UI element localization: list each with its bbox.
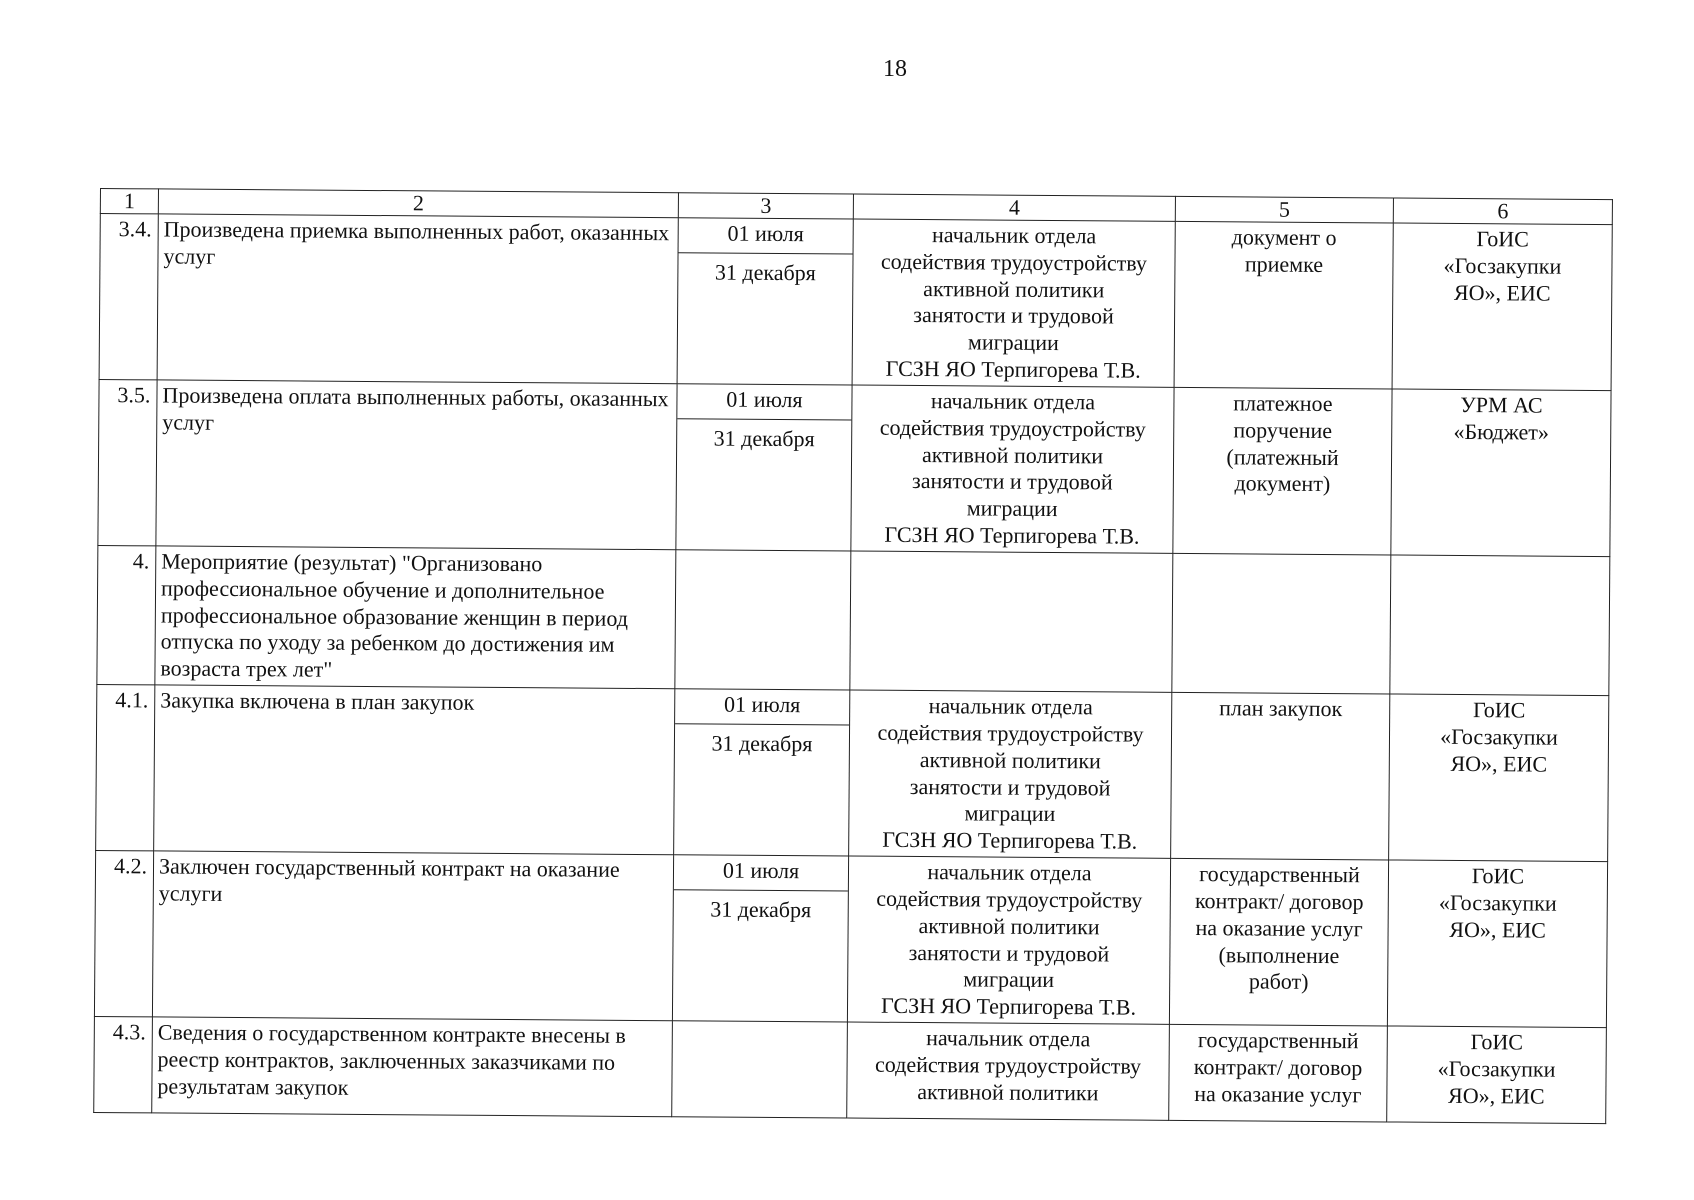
document-line: контракт/ договор <box>1194 887 1364 915</box>
end-date: 31 декабря <box>713 425 815 452</box>
row-dates <box>675 550 851 690</box>
row-system <box>1392 223 1612 391</box>
document-line: работ) <box>1248 968 1309 995</box>
responsible-line: содействия трудоустройству <box>880 248 1148 276</box>
system-line: ГоИС <box>1470 1029 1524 1055</box>
responsible-line: активной политики <box>917 1078 1099 1106</box>
system-line: ГоИС <box>1476 226 1529 252</box>
table-row <box>94 1016 1607 1123</box>
responsible-line: начальник отдела <box>927 859 1092 886</box>
system-line: «Госзакупки <box>1437 1055 1556 1082</box>
responsible-line: начальник отдела <box>928 693 1093 720</box>
document-line: платежное <box>1233 390 1333 417</box>
row-system <box>1387 860 1607 1028</box>
plan-table <box>93 188 1613 1124</box>
row-number: 4. <box>97 545 156 685</box>
end-date: 31 декабря <box>711 730 813 757</box>
row-description: Произведена приемка выполненных работ, оказанных услуг <box>157 214 678 384</box>
responsible-line: ГСЗН ЯО Терпигорева Т.В. <box>884 521 1140 549</box>
responsible-line: занятости и трудовой <box>912 468 1113 495</box>
system-line: УРМ АС <box>1460 391 1543 418</box>
start-date: 01 июля <box>677 384 851 420</box>
document-line: приемке <box>1244 251 1324 277</box>
document-line: план закупок <box>1219 695 1343 722</box>
document-line: государственный <box>1197 1027 1359 1054</box>
row-responsible <box>850 551 1173 692</box>
system-line: ЯО», ЕИС <box>1449 916 1546 943</box>
document-line: документ) <box>1234 470 1331 497</box>
responsible-line: активной политики <box>919 746 1101 774</box>
row-responsible <box>847 1022 1170 1120</box>
table-row <box>97 545 1610 695</box>
document-line: государственный <box>1199 861 1360 888</box>
end-date: 31 декабря <box>714 259 816 286</box>
document-line: поручение <box>1233 417 1333 443</box>
document-line: на оказание услуг <box>1194 1080 1362 1107</box>
responsible-line: активной политики <box>921 441 1104 468</box>
responsible-line: занятости и трудовой <box>913 302 1114 329</box>
system-line: «Госзакупки <box>1438 889 1557 916</box>
responsible-line: миграции <box>967 329 1059 356</box>
header-cell-1: 1 <box>100 189 158 214</box>
row-number: 4.3. <box>94 1016 153 1112</box>
plan-table-body <box>94 189 1613 1124</box>
row-system <box>1391 389 1611 557</box>
responsible-line: ГСЗН ЯО Терпигорева Т.В. <box>882 826 1138 854</box>
header-cell-4: 4 <box>853 194 1175 221</box>
header-cell-5: 5 <box>1175 196 1393 223</box>
table-row <box>94 851 1607 1028</box>
responsible-line: начальник отдела <box>926 1025 1091 1052</box>
row-description: Заключен государственный контракт на оказание услуги <box>152 851 673 1021</box>
start-date: 01 июля <box>674 855 848 891</box>
responsible-line: занятости и трудовой <box>908 939 1110 966</box>
system-line: ЯО», ЕИС <box>1448 1082 1545 1109</box>
responsible-line: активной политики <box>923 275 1105 303</box>
row-document <box>1173 387 1392 555</box>
row-document <box>1174 221 1393 389</box>
row-number: 4.2. <box>94 851 153 1017</box>
table-row <box>96 685 1609 862</box>
row-number: 4.1. <box>96 685 155 851</box>
row-dates <box>677 218 853 385</box>
responsible-line: содействия трудоустройству <box>876 885 1143 913</box>
system-line: «Бюджет» <box>1453 418 1550 445</box>
row-responsible <box>847 856 1170 1024</box>
page-number: 18 <box>883 56 907 82</box>
responsible-line: активной политики <box>918 912 1100 940</box>
row-dates <box>674 689 850 856</box>
row-responsible <box>852 219 1175 387</box>
row-dates <box>676 384 852 551</box>
responsible-line: миграции <box>963 966 1055 993</box>
document-line: (платежный <box>1226 443 1339 470</box>
responsible-line: содействия трудоустройству <box>874 1051 1142 1079</box>
header-cell-3: 3 <box>678 193 853 219</box>
system-line: «Госзакупки <box>1440 723 1558 750</box>
row-description: Сведения о государственном контракте внесены в реестр контрактов, заключенных заказчиками по результатам закупок <box>152 1017 673 1117</box>
start-date: 01 июля <box>679 218 853 254</box>
row-document <box>1169 858 1388 1026</box>
system-line: ЯО», ЕИС <box>1453 279 1551 306</box>
row-description: Закупка включена в план закупок <box>154 685 675 855</box>
responsible-line: содействия трудоустройству <box>879 414 1146 442</box>
table-row <box>99 214 1612 391</box>
responsible-line: содействия трудоустройству <box>877 719 1144 747</box>
row-document <box>1172 553 1391 694</box>
document-line: (выполнение <box>1218 941 1340 968</box>
start-date: 01 июля <box>675 689 849 725</box>
responsible-line: начальник отдела <box>930 388 1096 415</box>
row-dates <box>672 855 848 1022</box>
document-line: контракт/ договор <box>1193 1053 1363 1081</box>
system-line: ЯО», ЕИС <box>1450 750 1548 777</box>
row-document <box>1169 1024 1388 1122</box>
header-cell-6: 6 <box>1393 198 1612 225</box>
document-line: на оказание услуг <box>1195 914 1363 941</box>
row-description: Произведена оплата выполненных работы, оказанных услуг <box>156 380 677 550</box>
responsible-line: ГСЗН ЯО Терпигорева Т.В. <box>885 355 1141 383</box>
row-system <box>1390 555 1610 696</box>
responsible-line: начальник отдела <box>931 222 1097 249</box>
row-number: 3.4. <box>99 214 158 380</box>
responsible-line: ГСЗН ЯО Терпигорева Т.В. <box>880 992 1137 1020</box>
row-dates <box>672 1021 848 1118</box>
row-system <box>1389 694 1609 862</box>
document-line: документ о <box>1231 224 1337 251</box>
row-responsible <box>849 690 1172 858</box>
responsible-line: миграции <box>964 800 1056 827</box>
row-responsible <box>851 385 1174 553</box>
system-line: ГоИС <box>1472 697 1526 723</box>
row-system <box>1387 1026 1607 1124</box>
row-document <box>1171 692 1390 860</box>
table-row <box>98 379 1611 556</box>
end-date: 31 декабря <box>710 896 812 923</box>
responsible-line: занятости и трудовой <box>909 773 1111 800</box>
header-cell-2: 2 <box>158 189 678 218</box>
system-line: «Госзакупки <box>1443 252 1562 279</box>
row-description: Мероприятие (результат) "Организовано профессиональное обучение и дополнительное профессиональное образование женщин в период отпуска по уходу за ребенком до достижения им возраста трех лет" <box>155 546 676 689</box>
row-number: 3.5. <box>98 379 157 545</box>
responsible-line: миграции <box>966 495 1058 522</box>
system-line: ГоИС <box>1471 863 1525 889</box>
